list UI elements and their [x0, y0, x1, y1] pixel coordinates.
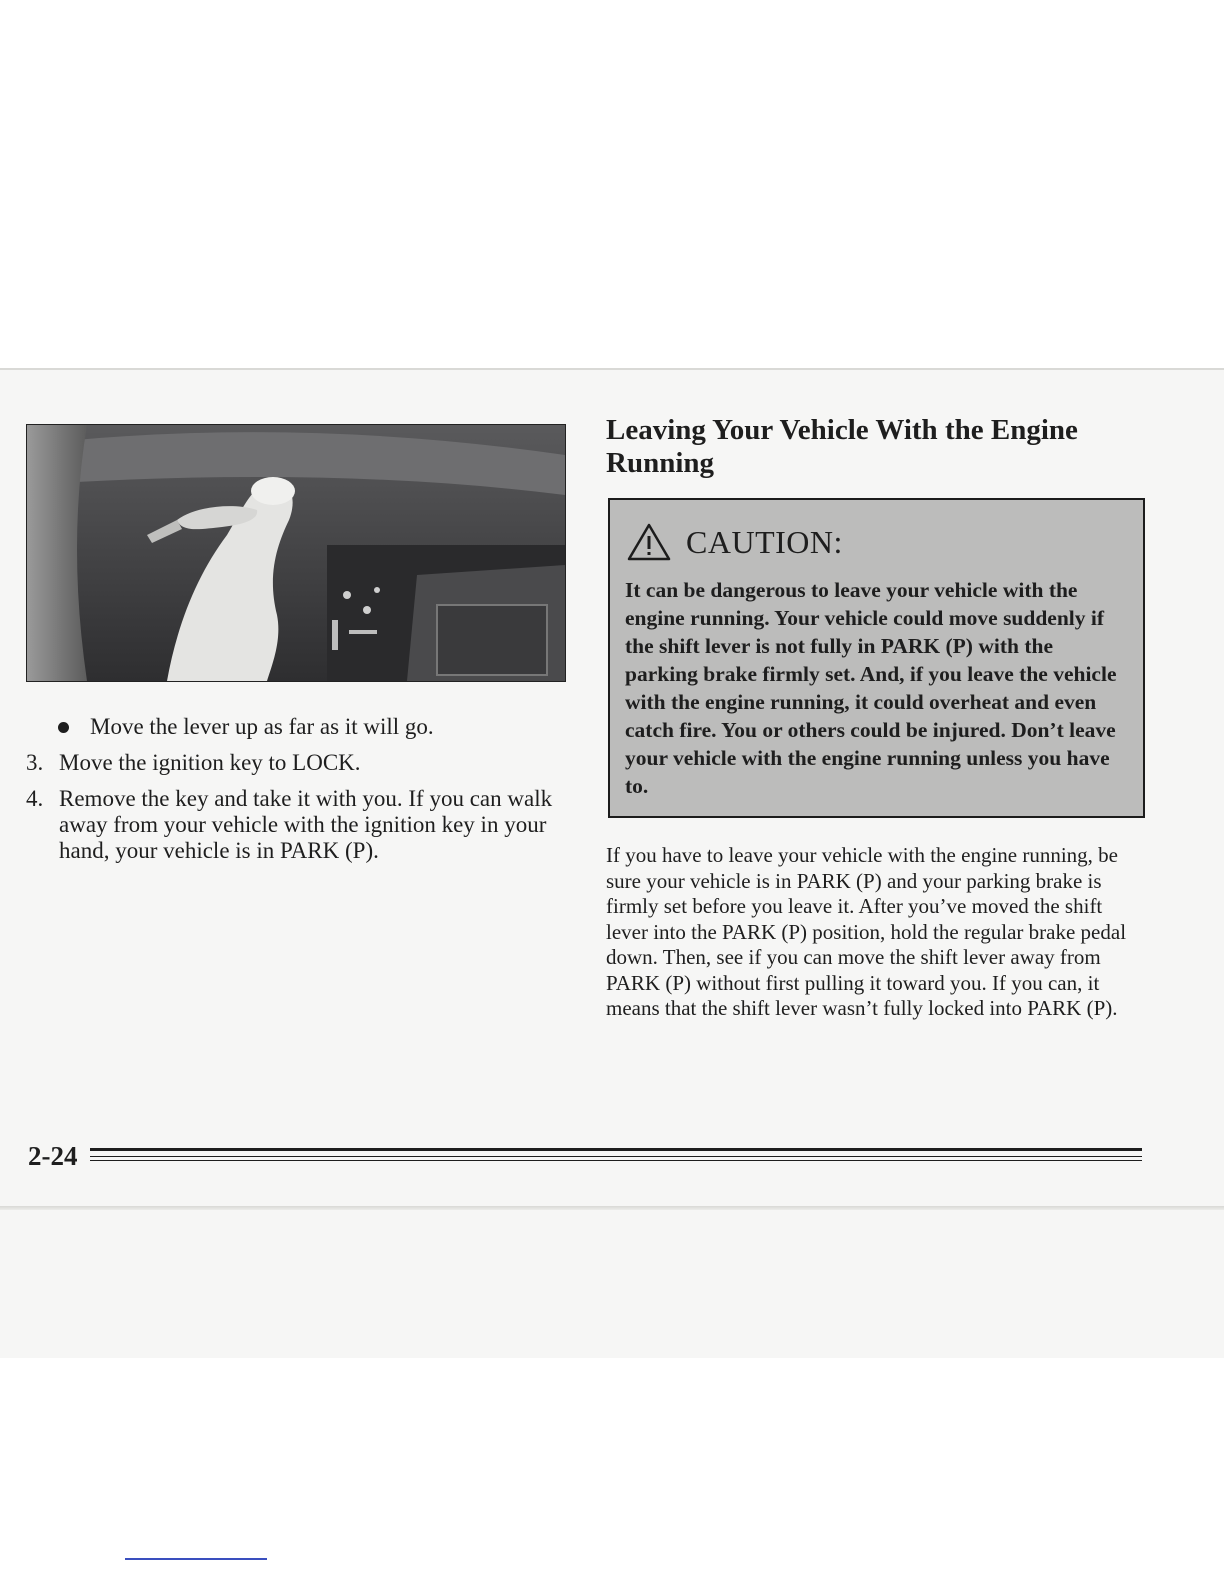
step-item — [24, 786, 569, 864]
step-number: 3. — [26, 750, 44, 775]
footer-rule — [90, 1156, 1142, 1157]
step-number: 4. — [26, 786, 44, 811]
section-heading: Leaving Your Vehicle With the Engine Running — [606, 414, 1078, 479]
step-text: Remove the key and take it with you. If you can walk away from your vehicle with the ignition key in your hand, your vehicle is in PARK (P). — [59, 786, 553, 863]
footer-rule — [90, 1160, 1142, 1161]
gear-lever-photo — [26, 424, 566, 682]
page-edge — [0, 1206, 1224, 1210]
bullet-text: Move the lever up as far as it will go. — [90, 714, 434, 739]
bullet-dot — [58, 722, 69, 733]
caution-text: It can be dangerous to leave your vehicle with the engine running. Your vehicle could move suddenly if the shift lever is not fully in PARK (P) with the parking brake firmly set. And, if you leave the vehicle with the engine running, it could overheat and even catch fire. You or others could be injured. Don’t leave your vehicle with the engine running unless you have to. — [625, 578, 1117, 798]
page-number: 2-24 — [28, 1141, 78, 1171]
list-item — [24, 714, 569, 740]
caution-header — [626, 522, 843, 562]
step-text: Move the ignition key to LOCK. — [59, 750, 361, 775]
caution-title: CAUTION: — [686, 523, 843, 560]
left-column — [24, 714, 569, 874]
body-paragraph: If you have to leave your vehicle with the engine running, be sure your vehicle is in PARK (P) and your parking brake is firmly set before you leave it. After you’ve moved the shift lever into the PARK (P) position, hold the regular brake pedal down. Then, see if you can move the shift lever away from PARK (P) without first pulling it toward you. If you can, it means that the shift lever wasn’t fully locked into PARK (P). — [606, 843, 1127, 1020]
step-item — [24, 750, 569, 776]
footer-rule — [90, 1148, 1142, 1151]
bottom-mark — [125, 1558, 267, 1560]
warning-triangle-icon — [626, 522, 672, 562]
caution-box — [608, 498, 1145, 818]
